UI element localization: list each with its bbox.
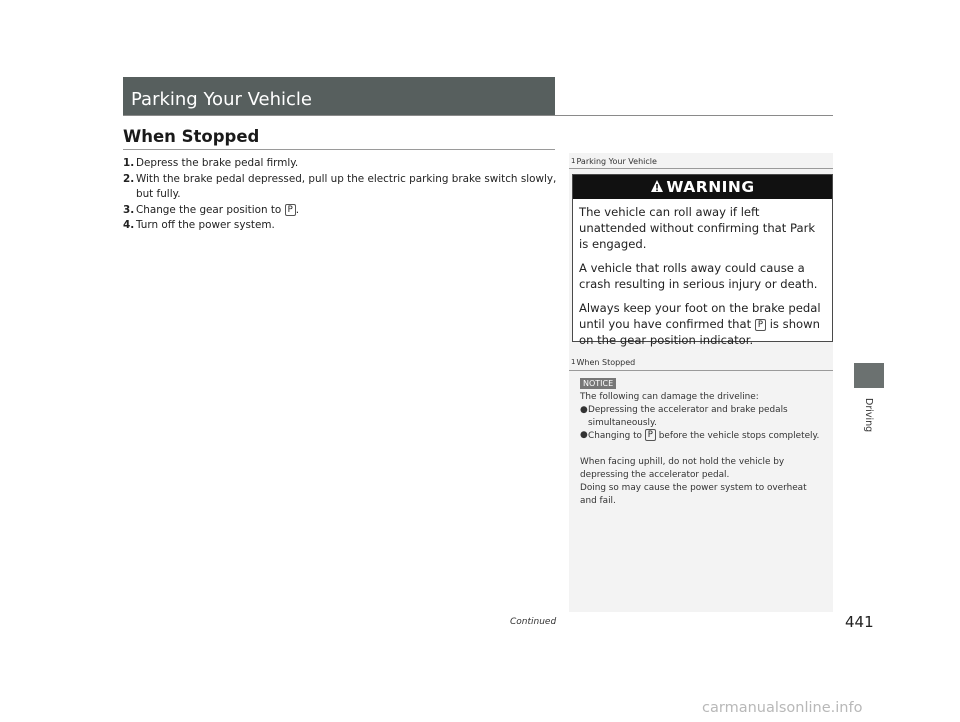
notice-paragraph: When facing uphill, do not hold the vehicle by depressing the accelerator pedal. [580,457,785,480]
chapter-label: Driving [863,398,874,433]
page-number: 441 [845,613,874,631]
bullet-text-end: before the vehicle stops completely. [655,431,820,442]
step-text: With the brake pedal depressed, pull up the electric parking brake switch slowly, but fully. [136,172,557,200]
step-text-end: . [295,203,300,216]
warning-header [573,175,832,199]
continued-label: Continued [510,617,557,627]
reference-marker: 1 [571,358,576,366]
step-text: Turn off the power system. [136,219,275,231]
step-number: 3. [123,203,135,216]
chapter-tab [854,363,884,388]
notice-section [580,378,825,507]
step-item [123,203,559,219]
step-number: 4. [123,219,135,231]
park-key-icon: P [285,204,296,216]
step-item [123,156,559,172]
sidebar-reference-parking [571,157,657,166]
watermark: carmanualsonline.info [702,700,863,716]
warning-paragraph [579,300,826,348]
warning-text: Always keep your foot on the brake pedal until you have confirmed that [579,301,821,331]
park-key-icon: P [645,429,656,441]
bullet-icon: ● [580,430,588,441]
step-text: Change the gear position to [136,203,285,216]
warning-triangle-icon [650,179,664,193]
warning-body [573,199,832,348]
heading-divider [123,149,555,150]
notice-bullet [580,429,825,443]
step-list [123,156,559,234]
step-number: 1. [123,157,135,169]
panel-divider [569,168,833,169]
warning-text-end: is shown on the gear position indicator. [579,317,820,347]
section-heading: When Stopped [123,127,260,146]
step-item [123,172,559,203]
warning-title: WARNING [666,178,755,196]
park-key-icon: P [755,319,766,331]
warning-box [572,174,833,347]
sidebar-reference-when-stopped [571,358,635,367]
page-title: Parking Your Vehicle [123,77,555,115]
notice-paragraph: Doing so may cause the power system to overheat and fail. [580,482,807,506]
step-number: 2. [123,172,135,185]
spacer [580,443,825,456]
bullet-text: Changing to [588,431,645,442]
notice-intro: The following can damage the driveline: [580,392,759,402]
notice-badge: NOTICE [580,378,616,389]
reference-label: When Stopped [576,358,636,367]
reference-label: Parking Your Vehicle [576,157,657,166]
step-text: Depress the brake pedal firmly. [136,157,299,169]
panel-divider [569,370,833,371]
bullet-icon: ● [580,404,588,415]
reference-marker: 1 [571,157,576,165]
warning-paragraph: The vehicle can roll away if left unattended without confirming that Park is engaged. [579,205,816,251]
warning-paragraph: A vehicle that rolls away could cause a crash resulting in serious injury or death. [579,261,818,291]
step-item [123,218,559,234]
notice-bullet [580,404,825,430]
bullet-text: Depressing the accelerator and brake pedals simultaneously. [588,404,788,428]
title-divider [123,115,833,116]
